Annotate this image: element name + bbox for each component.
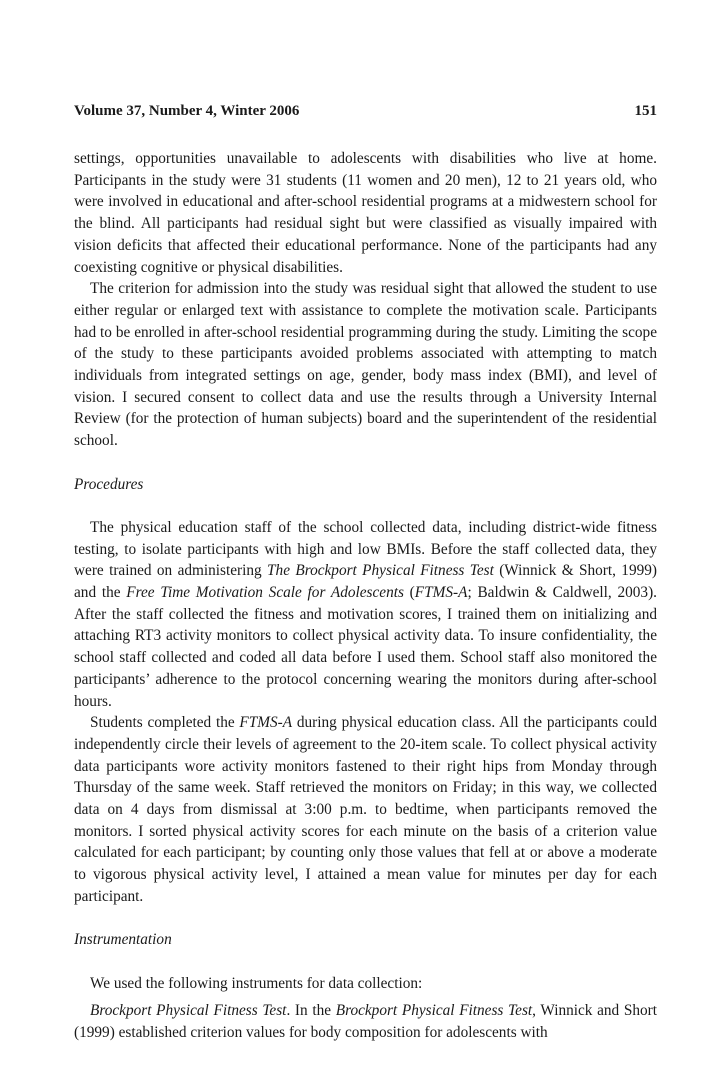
procedures-paragraph-2: Students completed the FTMS-A during physical education class. All the participants could independently circle their levels of agreement to the 20-item scale. To collect physical activity data participants wore activity monitors fastened to their right hips from Monday through Thursday of the same week. Staff retrieved the monitors on Friday; in this way, we collected data on 4 days from dismissal at 3:00 p.m. to bedtime, when participants removed the monitors. I sorted physical activity scores for each minute on the basis of a criterion value calculated for each participant; by counting only those values that fell at or above a moderate to vigorous physical activity level, I attained a mean value for minutes per day for each participant. xyxy=(74,714,657,905)
participants-paragraph-continued: settings, opportunities unavailable to adolescents with disabilities who live at home. Participants in the study were 31 students (11 women and 20 men), 12 to 21 years old, who were involved in educational and after-school residential programs at a midwestern school for the blind. All participants had residual sight but were classified as visually impaired with vision deficits that affected their educational performance. None of the participants had any coexisting cognitive or physical disabilities. xyxy=(74,150,657,276)
brockport-paragraph: Brockport Physical Fitness Test. In the Brockport Physical Fitness Test, Winnick and Short (1999) established criterion values for body composition for adolescents with xyxy=(74,1002,658,1042)
instrumentation-heading: Instrumentation xyxy=(74,931,172,949)
page-number: 151 xyxy=(634,103,657,119)
procedures-heading: Procedures xyxy=(74,475,144,493)
instrumentation-intro: We used the following instruments for data collection: xyxy=(90,974,423,992)
ftms-title: Free Time Motivation Scale for Adolescents xyxy=(126,584,404,602)
journal-issue: Volume 37, Number 4, Winter 2006 xyxy=(74,103,300,119)
brockport-test-title: The Brockport Physical Fitness Test xyxy=(267,562,494,580)
body-text xyxy=(74,148,657,1044)
running-head xyxy=(74,101,657,121)
criterion-paragraph: The criterion for admission into the study was residual sight that allowed the student to use either regular or enlarged text with assistance to complete the motivation scale. Participants had to be enrolled in after-school residential programming during the study. Limiting the scope of the study to these participants avoided problems associated with attempting to match individuals from integrated settings on age, gender, body mass index (BMI), and level of vision. I secured consent to collect data and use the results through a University Internal Review (for the protection of human subjects) board and the superintendent of the residential school. xyxy=(74,280,657,450)
procedures-paragraph-1: The physical education staff of the school collected data, including district-wide fitness testing, to isolate participants with high and low BMIs. Before the staff collected data, they were trained on administering The Brockport Physical Fitness Test (Winnick & Short, 1999) and the Free Time Motivation Scale for Adolescents (FTMS-A; Baldwin & Caldwell, 2003). After the staff collected the fitness and motivation scores, I trained them on initializing and attaching RT3 activity monitors to collect physical activity data. To insure confidentiality, the school staff collected and coded all data before I used them. School staff also monitored the participants’ adherence to the protocol concerning wearing the monitors during after-school hours. xyxy=(74,518,657,710)
